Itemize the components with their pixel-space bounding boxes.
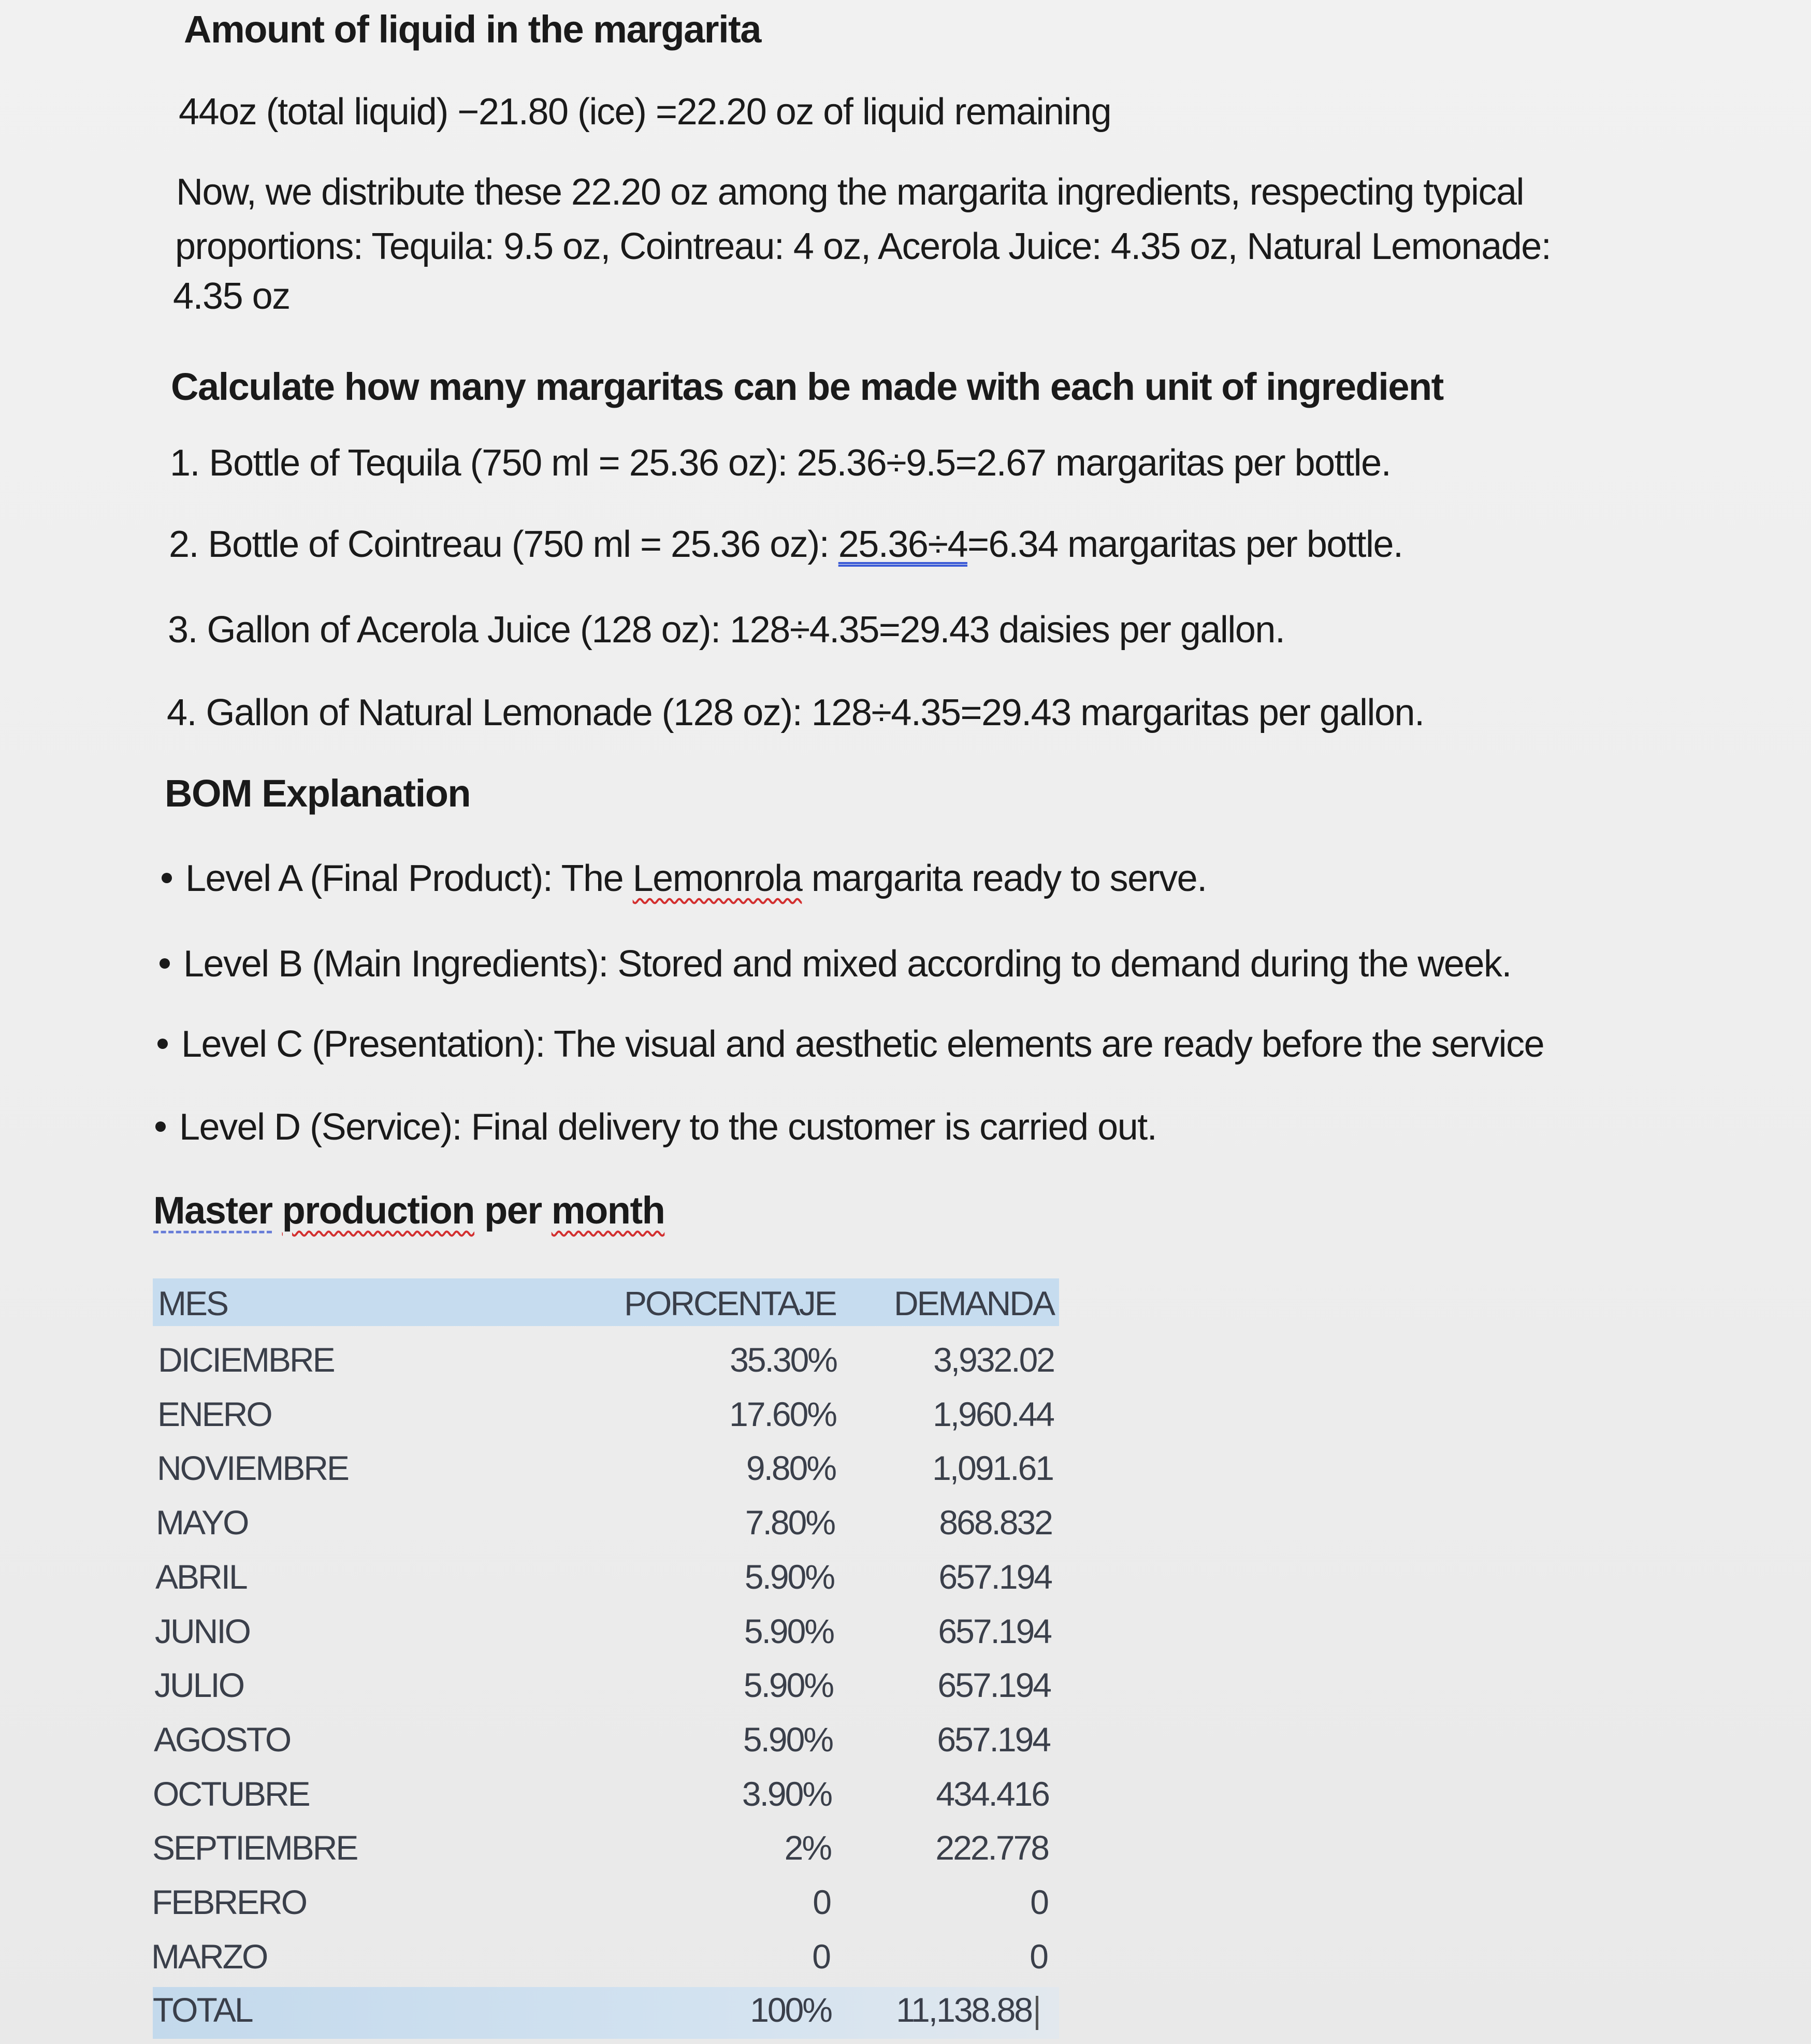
bullet-icon [155,1121,166,1132]
table-header-porcentaje: PORCENTAJE [624,1284,836,1322]
calc-item-3: 3. Gallon of Acerola Juice (128 oz): 128÷4.35=29.43 daisies per gallon. [168,609,1285,651]
table-header-mes: MES [158,1284,228,1322]
bom-level-a-prefix: Level A (Final Product): The [185,858,633,899]
bullet-icon [160,958,170,969]
table-cell-porcentaje: 3.90% [742,1775,831,1813]
table-cell-mes: FEBRERO [152,1883,307,1921]
table-cell-porcentaje: 5.90% [743,1666,833,1704]
calc-item-2-underlined: 25.36÷4 [838,524,967,565]
bom-level-b-text: Level B (Main Ingredients): Stored and mixed according to demand during the week. [183,943,1512,985]
table-cell-porcentaje: 9.80% [746,1449,835,1487]
table-total-demanda: 11,138.88 [896,1993,1038,2030]
table-total-label: TOTAL [153,1991,252,2029]
calc-item-2 [169,526,1403,563]
bom-level-b [160,945,1511,983]
liquid-paragraph-line-3: 4.35 oz [173,276,290,317]
table-cell-porcentaje: 5.90% [744,1558,834,1596]
table-cell-porcentaje: 17.60% [729,1395,836,1433]
bom-level-c-text: Level C (Presentation): The visual and aesthetic elements are ready before the service [181,1024,1544,1065]
calc-title: Calculate how many margaritas can be made with each unit of ingredient [171,365,1443,408]
bom-level-d [155,1106,1157,1148]
table-cell-demanda: 657.194 [937,1666,1050,1704]
table-cell-demanda: 1,960.44 [933,1395,1053,1433]
table-cell-demanda: 1,091.61 [932,1449,1053,1487]
bom-level-d-text: Level D (Service): Final delivery to the customer is carried out. [179,1106,1157,1148]
table-total-porcentaje: 100% [750,1991,831,2029]
table-cell-mes: NOVIEMBRE [157,1449,349,1487]
table-cell-demanda: 657.194 [938,1558,1051,1596]
bom-level-a-suffix: margarita ready to serve. [802,858,1207,899]
table-header-demanda: DEMANDA [893,1284,1054,1322]
liquid-title: Amount of liquid in the margarita [184,8,761,51]
table-cell-mes: MARZO [151,1937,267,1976]
bullet-icon [157,1039,168,1049]
master-title-word-4: month [551,1189,665,1232]
table-cell-demanda: 0 [1030,1883,1048,1921]
table-cell-porcentaje: 0 [813,1883,830,1921]
bom-title: BOM Explanation [165,772,471,815]
liquid-equation: 44oz (total liquid) −21.80 (ice) =22.20 oz of liquid remaining [179,91,1111,133]
calc-item-2-prefix: 2. Bottle of Cointreau (750 ml = 25.36 oz): [169,524,838,565]
bom-level-a-flagged-word: Lemonrola [632,858,802,899]
table-cell-mes: OCTUBRE [153,1775,309,1813]
table-cell-mes: ABRIL [155,1558,247,1596]
table-cell-mes: AGOSTO [154,1720,291,1759]
master-title-word-2: production [282,1189,474,1232]
table-cell-demanda: 657.194 [937,1720,1050,1759]
table-cell-demanda: 3,932.02 [933,1341,1054,1379]
bom-level-a [162,860,1207,897]
liquid-paragraph-line-1: Now, we distribute these 22.20 oz among the margarita ingredients, respecting typical [176,171,1524,213]
table-cell-mes: ENERO [157,1395,271,1433]
calc-item-2-suffix: =6.34 margaritas per bottle. [967,524,1403,565]
calc-item-4: 4. Gallon of Natural Lemonade (128 oz): 128÷4.35=29.43 margaritas per gallon. [167,692,1424,733]
calc-item-1: 1. Bottle of Tequila (750 ml = 25.36 oz): 25.36÷9.5=2.67 margaritas per bottle. [170,442,1391,484]
table-cell-porcentaje: 5.90% [743,1720,832,1759]
table-cell-mes: MAYO [156,1503,248,1542]
liquid-paragraph-line-2: proportions: Tequila: 9.5 oz, Cointreau: 4 oz, Acerola Juice: 4.35 oz, Natural Lemonade: [175,226,1551,267]
table-cell-demanda: 657.194 [938,1612,1051,1650]
table-cell-porcentaje: 35.30% [730,1341,836,1379]
master-title-word-3: per [484,1189,542,1232]
table-cell-porcentaje: 7.80% [745,1503,834,1542]
table-cell-demanda: 222.778 [935,1829,1048,1867]
table-cell-mes: SEPTIEMBRE [152,1829,357,1867]
table-cell-porcentaje: 2% [784,1829,831,1867]
master-title [153,1191,664,1230]
text-cursor [1036,1996,1038,2030]
table-cell-mes: JULIO [154,1666,244,1704]
bom-level-c [157,1026,1544,1063]
table-cell-demanda: 434.416 [936,1775,1049,1813]
table-cell-mes: DICIEMBRE [158,1341,334,1379]
table-cell-porcentaje: 5.90% [744,1612,833,1650]
table-cell-mes: JUNIO [155,1612,250,1650]
table-cell-demanda: 0 [1030,1937,1047,1976]
table-cell-demanda: 868.832 [939,1503,1052,1542]
bullet-icon [162,873,172,883]
table-cell-porcentaje: 0 [812,1937,830,1976]
master-title-word-1: Master [153,1189,272,1232]
